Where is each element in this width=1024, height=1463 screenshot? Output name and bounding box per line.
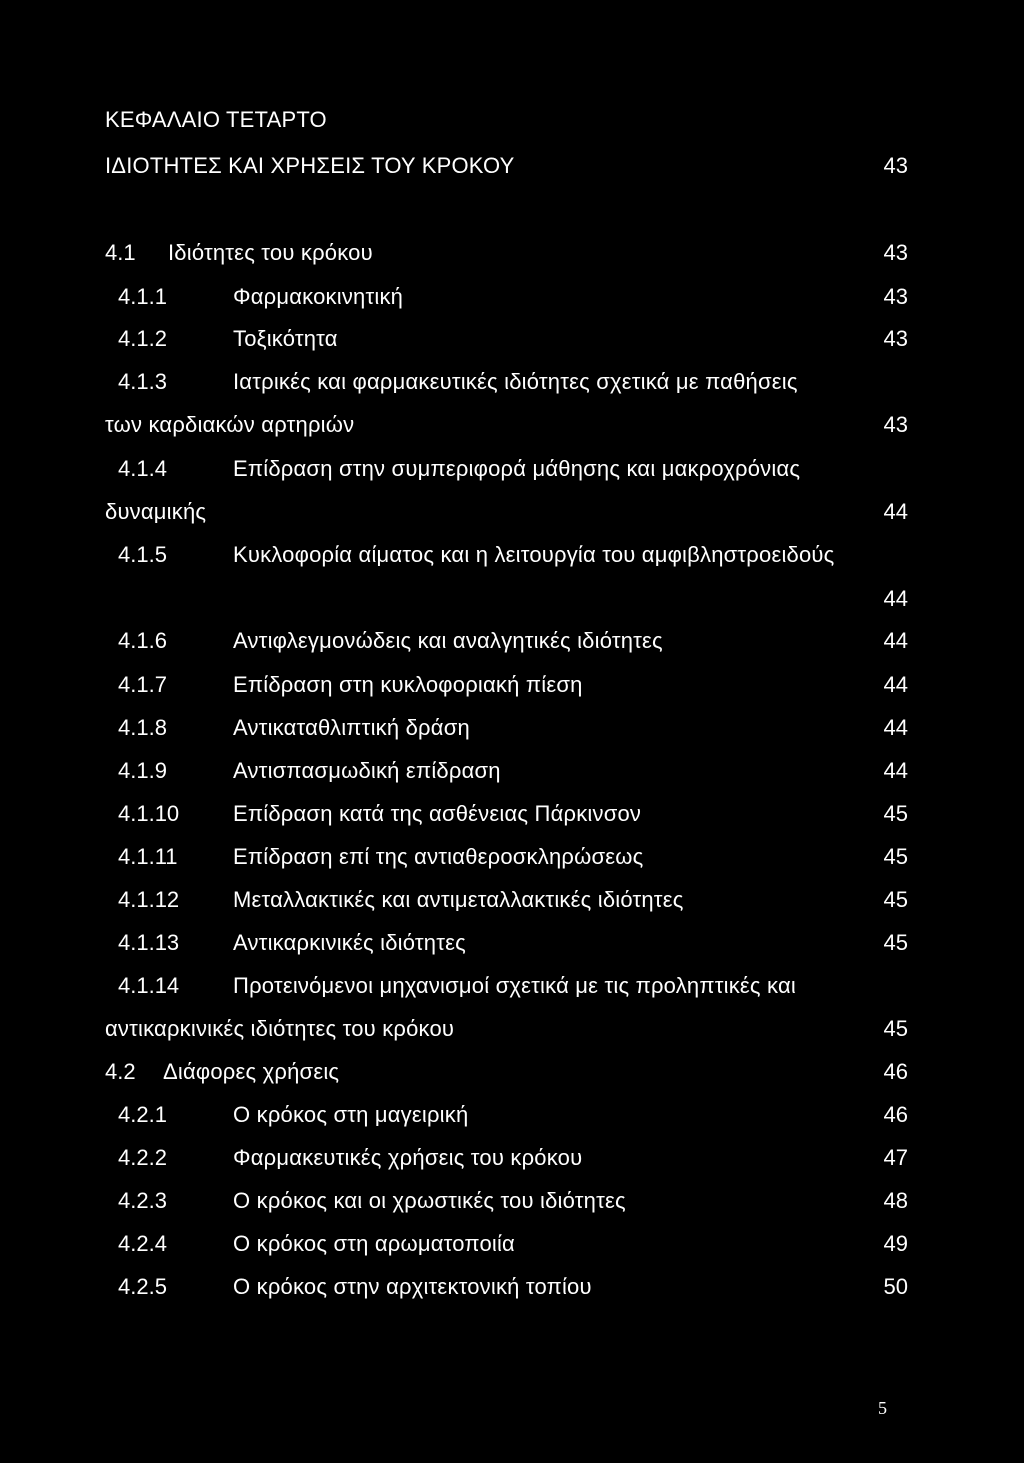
toc-page: 44	[883, 715, 908, 740]
chapter-heading: ΚΕΦΑΛΑΙΟ ΤΕΤΑΡΤΟ	[105, 107, 327, 132]
toc-number: 4.1.13	[118, 930, 180, 955]
toc-title: Τοξικότητα	[233, 326, 338, 351]
toc-title: Προτεινόμενοι μηχανισμοί σχετικά με τις προληπτικές και	[233, 973, 796, 998]
toc-number: 4.1.8	[118, 715, 167, 740]
toc-page: 44	[883, 586, 908, 611]
toc-title: Ο κρόκος στην αρχιτεκτονική τοπίου	[233, 1274, 592, 1299]
toc-page: 44	[883, 628, 908, 653]
toc-number: 4.2.4	[118, 1231, 167, 1256]
toc-title: Φαρμακοκινητική	[233, 284, 404, 309]
toc-title: Μεταλλακτικές και αντιμεταλλακτικές ιδιότητες	[233, 887, 684, 912]
toc-number: 4.1.2	[118, 326, 167, 351]
toc-title: Ο κρόκος στη μαγειρική	[233, 1102, 469, 1127]
toc-number: 4.1.5	[118, 542, 167, 567]
toc-number: 4.2.2	[118, 1145, 167, 1170]
toc-number: 4.2.3	[118, 1188, 167, 1213]
toc-page: 50	[883, 1274, 908, 1299]
toc-number: 4.1.11	[118, 844, 178, 869]
toc-title-continuation: αντικαρκινικές ιδιότητες του κρόκου	[105, 1016, 455, 1041]
toc-page: 44	[883, 672, 908, 697]
toc-number: 4.1.6	[118, 628, 167, 653]
toc-title-continuation: δυναμικής	[105, 499, 207, 524]
toc-title: Επίδραση στη κυκλοφοριακή πίεση	[233, 672, 583, 697]
toc-title: Αντικαρκινικές ιδιότητες	[233, 930, 466, 955]
toc-number: 4.1.3	[118, 369, 167, 394]
page-number: 5	[878, 1398, 887, 1418]
toc-title: Ιδιότητες του κρόκου	[168, 240, 373, 265]
toc-title: Αντικαταθλιπτική δράση	[233, 715, 470, 740]
toc-page: 45	[883, 887, 908, 912]
toc-page: 44	[883, 499, 908, 524]
toc-page: 45	[883, 1016, 908, 1041]
toc-title: Διάφορες χρήσεις	[163, 1059, 340, 1084]
toc-number: 4.1.10	[118, 801, 180, 826]
toc-page: 46	[883, 1059, 908, 1084]
toc-page: 43	[883, 284, 908, 309]
toc-page: 45	[883, 844, 908, 869]
toc-number: 4.2.1	[118, 1102, 167, 1127]
toc-title: Επίδραση στην συμπεριφορά μάθησης και μακροχρόνιας	[233, 456, 801, 481]
toc-page: 49	[883, 1231, 908, 1256]
toc-title-continuation: των καρδιακών αρτηριών	[105, 412, 355, 437]
toc-title: Ο κρόκος στη αρωματοποιία	[233, 1231, 515, 1256]
toc-title: Φαρμακευτικές χρήσεις του κρόκου	[233, 1145, 583, 1170]
toc-number: 4.1.1	[118, 284, 167, 309]
chapter-page: 43	[883, 153, 908, 178]
toc-page: 43	[883, 412, 908, 437]
toc-title: Ιατρικές και φαρμακευτικές ιδιότητες σχετικά με παθήσεις	[233, 369, 798, 394]
toc-page: 45	[883, 801, 908, 826]
toc-number: 4.2	[105, 1059, 136, 1084]
toc-page: 47	[883, 1145, 908, 1170]
toc-page: 43	[883, 240, 908, 265]
toc-title: Ο κρόκος και οι χρωστικές του ιδιότητες	[233, 1188, 626, 1213]
toc-number: 4.1.4	[118, 456, 167, 481]
toc-number: 4.2.5	[118, 1274, 167, 1299]
toc-page: 44	[883, 758, 908, 783]
toc-title: Επίδραση επί της αντιαθεροσκληρώσεως	[233, 844, 644, 869]
toc-number: 4.1.12	[118, 887, 180, 912]
toc-number: 4.1.14	[118, 973, 180, 998]
toc-page: 48	[883, 1188, 908, 1213]
chapter-title: ΙΔΙΟΤΗΤΕΣ ΚΑΙ ΧΡΗΣΕΙΣ ΤΟΥ ΚΡΟΚΟΥ	[105, 153, 515, 178]
toc-title: Κυκλοφορία αίματος και η λειτουργία του αμφιβληστροειδούς	[233, 542, 835, 567]
toc-title: Επίδραση κατά της ασθένειας Πάρκινσον	[233, 801, 642, 826]
toc-page: 43	[883, 326, 908, 351]
toc-title: Αντιφλεγμονώδεις και αναλγητικές ιδιότητες	[233, 628, 663, 653]
toc-page: 45	[883, 930, 908, 955]
toc-number: 4.1.9	[118, 758, 167, 783]
toc-title: Αντισπασμωδική επίδραση	[233, 758, 501, 783]
toc-page: 46	[883, 1102, 908, 1127]
toc-number: 4.1.7	[118, 672, 167, 697]
toc-number: 4.1	[105, 240, 136, 265]
